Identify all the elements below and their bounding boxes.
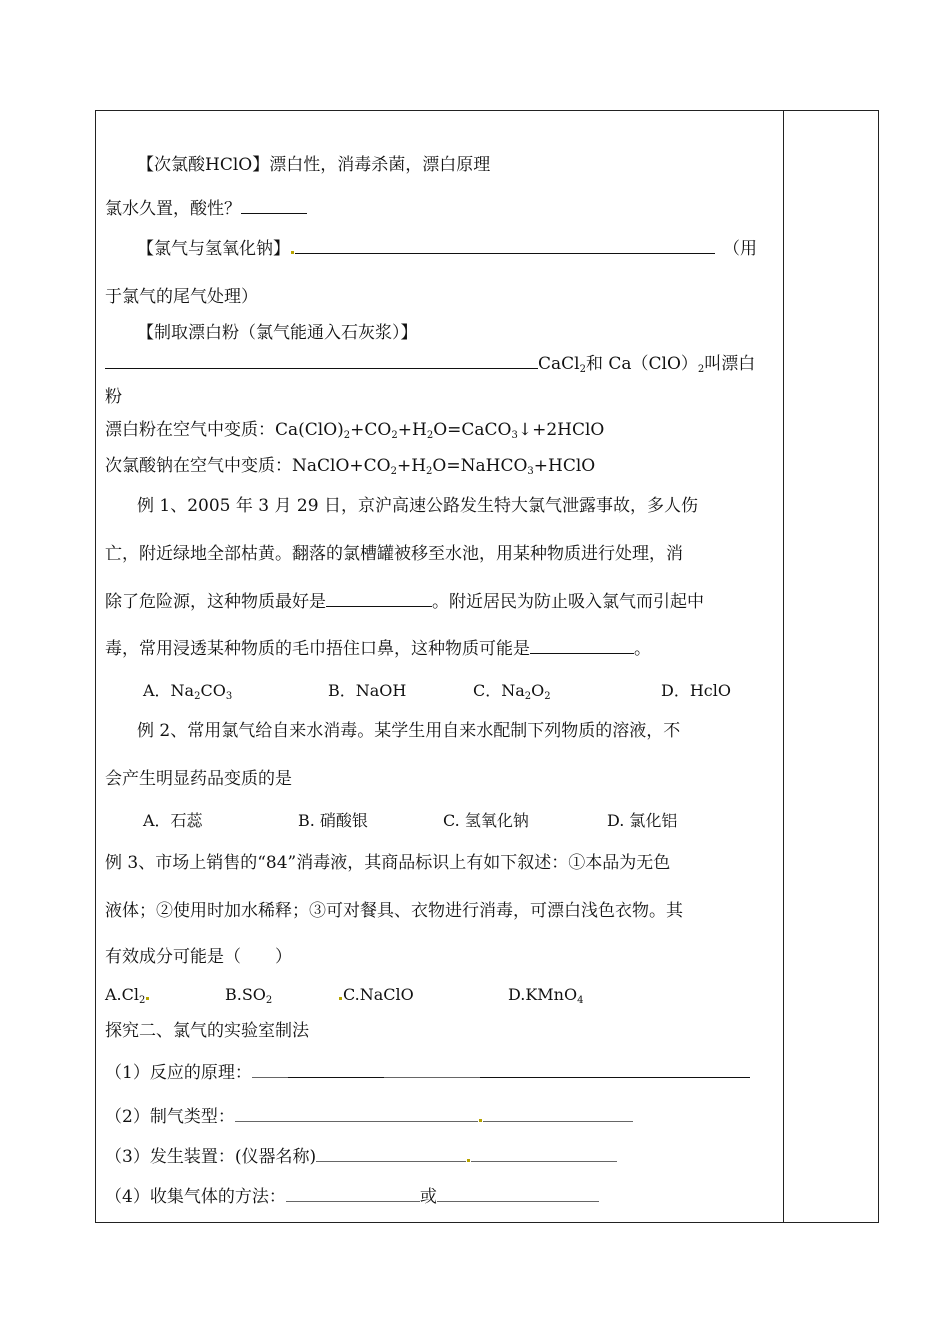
example1-line2: 亡，附近绿地全部枯黄。翻落的氯槽罐被移至水池，用某种物质进行处理，消 xyxy=(105,544,683,564)
example3-line2: 液体；②使用时加水稀释；③可对餐具、衣物进行消毒，可漂白浅色衣物。其 xyxy=(105,901,683,921)
chlorine-water-line: 氯水久置，酸性？ xyxy=(105,198,307,220)
section2-title: 探究二、氯气的实验室制法 xyxy=(105,1021,309,1041)
ex2-option-b[interactable]: B. 硝酸银 xyxy=(298,811,368,830)
answer-blank[interactable] xyxy=(384,1063,480,1078)
answer-blank[interactable] xyxy=(295,239,715,254)
worksheet-frame xyxy=(95,110,879,1223)
hclo-line: 【次氯酸HClO】漂白性，消毒杀菌，漂白原理 xyxy=(137,155,491,175)
ex3-option-c[interactable]: C.NaClO xyxy=(338,984,414,1006)
example1-line3: 除了危险源，这种物质最好是 。附近居民为防止吸入氯气而引起中 xyxy=(105,592,704,612)
naclo-decay-line: 次氯酸钠在空气中变质：$NaClO+CO_2+H_2O=NaHCO_3+HClO$ xyxy=(105,456,596,477)
bleach-powder-line: CaCl$_2$和 $Ca(ClO)_2$叫漂白 xyxy=(105,353,755,375)
margin-column-divider xyxy=(783,110,784,1223)
answer-blank[interactable] xyxy=(235,1107,478,1122)
bleach-decay-line: 漂白粉在空气中变质：$Ca(ClO)_2+CO_2+H_2O=CaCO_3↓+2HClO$ xyxy=(105,420,605,441)
question-2: （2）制气类型： xyxy=(105,1106,633,1128)
example2-line2: 会产生明显药品变质的是 xyxy=(105,769,292,789)
ex1-option-d[interactable]: D．HclO xyxy=(661,681,731,700)
answer-blank[interactable] xyxy=(316,1147,466,1162)
ex2-option-a[interactable]: A．石蕊 xyxy=(143,811,203,830)
ex2-option-d[interactable]: D. 氯化铝 xyxy=(607,811,678,830)
ex3-option-d[interactable]: D.KMnO$_4$ xyxy=(508,985,584,1006)
answer-blank[interactable] xyxy=(480,1063,750,1078)
example1-line1: 例 1、2005 年 3 月 29 日，京沪高速公路发生特大氯气泄露事故，多人伤 xyxy=(137,496,698,516)
answer-blank[interactable] xyxy=(241,199,307,214)
ex3-option-b[interactable]: $B.SO_2$ xyxy=(225,985,273,1006)
bleach-powder-heading: 【制取漂白粉（氯气能通入石灰浆）】 xyxy=(137,323,418,343)
answer-blank[interactable] xyxy=(530,639,634,654)
ex1-option-b[interactable]: B．NaOH xyxy=(328,681,407,700)
example1-line4: 毒，常用浸透某种物质的毛巾捂住口鼻，这种物质可能是 。 xyxy=(105,639,651,659)
answer-blank[interactable] xyxy=(483,1107,633,1122)
example3-line1: 例 3、市场上销售的“84”消毒液，其商品标识上有如下叙述：①本品为无色 xyxy=(105,853,671,873)
powder-line: 粉 xyxy=(105,387,122,407)
answer-blank[interactable] xyxy=(326,592,432,607)
question-1: （1）反应的原理： xyxy=(105,1062,750,1084)
question-3: （3）发生装置：(仪器名称) xyxy=(105,1146,617,1168)
ex1-option-a[interactable]: A．$Na_2CO_3$ xyxy=(143,681,233,702)
ex1-option-c[interactable]: C．$Na_2O_2$ xyxy=(473,681,551,702)
example2-line1: 例 2、常用氯气给自来水消毒。某学生用自来水配制下列物质的溶液，不 xyxy=(137,721,681,741)
answer-blank[interactable] xyxy=(286,1187,420,1202)
ex2-option-c[interactable]: C. 氢氧化钠 xyxy=(443,811,529,830)
ex3-option-a[interactable]: $A.Cl_2$ xyxy=(105,984,150,1006)
chlorine-naoh-line: 【氯气与氢氧化钠】 （用 xyxy=(137,239,757,259)
answer-blank[interactable] xyxy=(252,1063,288,1078)
answer-blank[interactable] xyxy=(437,1187,599,1202)
answer-blank[interactable] xyxy=(288,1063,384,1078)
answer-blank[interactable] xyxy=(471,1147,617,1162)
answer-blank[interactable] xyxy=(105,354,538,369)
tail-gas-line: 于氯气的尾气处理） xyxy=(105,287,258,307)
example3-line3: 有效成分可能是（ ） xyxy=(105,947,292,967)
question-4: （4）收集气体的方法： 或 xyxy=(105,1186,599,1208)
